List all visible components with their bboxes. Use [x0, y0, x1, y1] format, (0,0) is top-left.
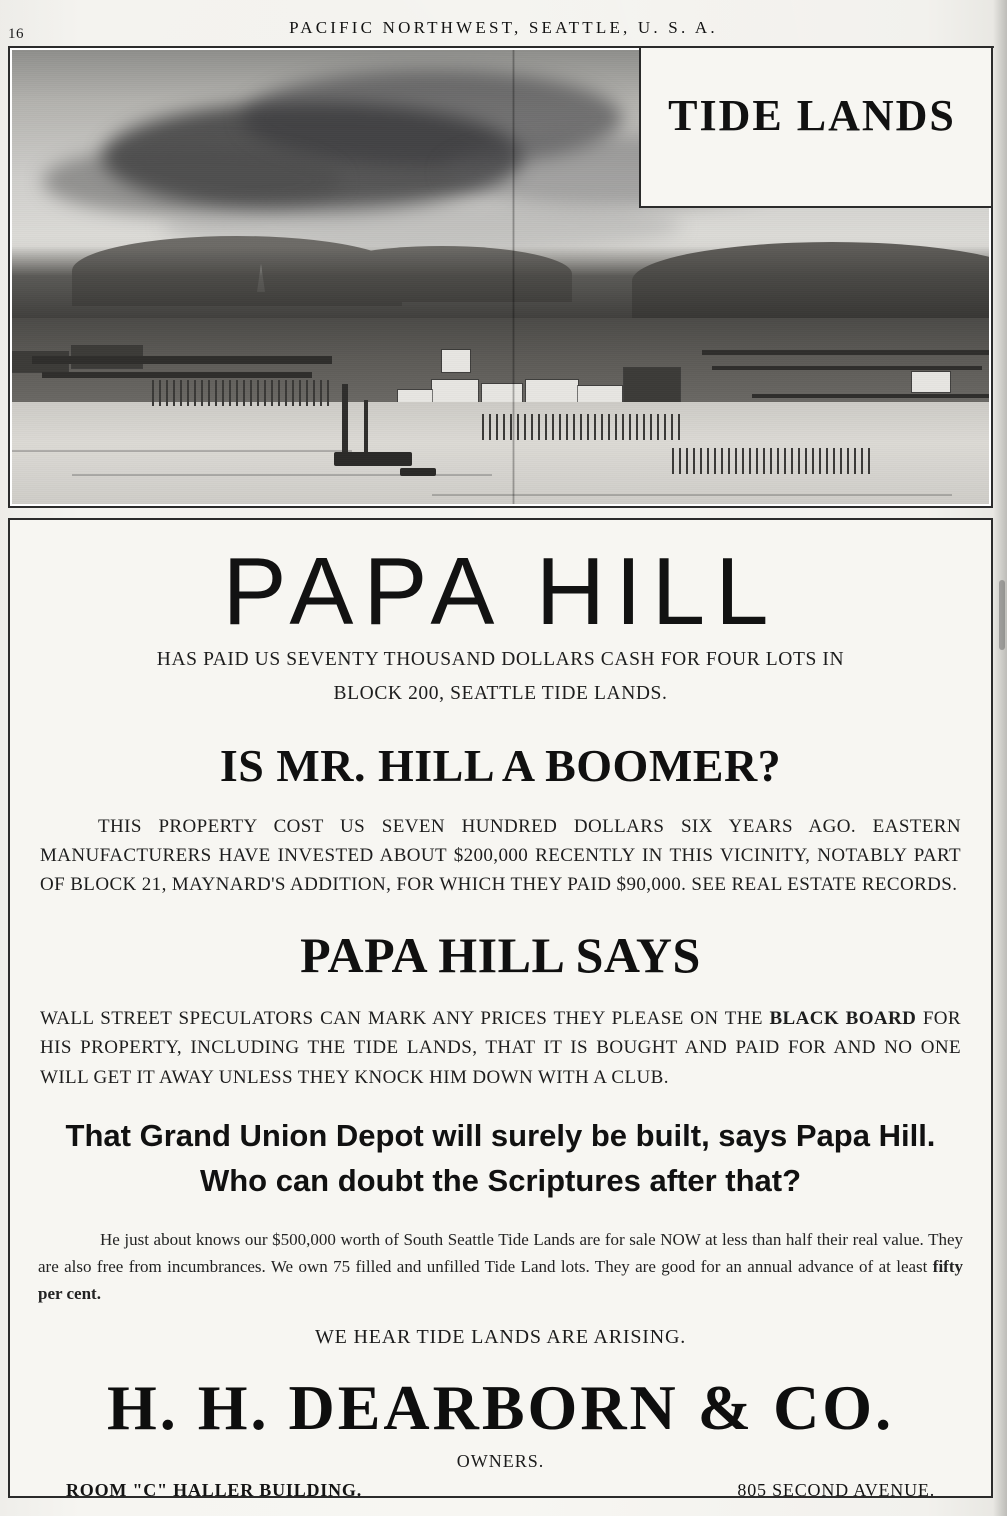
page-edge-mark	[999, 580, 1005, 650]
page-fold	[512, 50, 515, 504]
ad-subhead-line-2: BLOCK 200, SEATTLE TIDE LANDS.	[333, 683, 668, 705]
ad-street-address: 805 SECOND AVENUE.	[737, 1479, 935, 1500]
ad-fine-print	[38, 1226, 963, 1308]
ad-owners-label: OWNERS.	[456, 1450, 545, 1471]
ad-says-text-pre: WALL STREET SPECULATORS CAN MARK ANY PRICES THEY PLEASE ON THE	[40, 1007, 770, 1029]
ad-footer	[66, 1480, 935, 1501]
ad-headline: PAPA HILL	[222, 538, 779, 645]
ad-says-headline: PAPA HILL SAYS	[300, 926, 701, 983]
ad-office-room: ROOM "C" HALLER BUILDING.	[66, 1479, 363, 1500]
ad-arising-line: WE HEAR TIDE LANDS ARE ARISING.	[314, 1325, 687, 1348]
ad-grand-union-statement: That Grand Union Depot will surely be built, says Papa Hill. Who can doubt the Scriptures after that?	[65, 1118, 936, 1199]
ad-says-text-emphasis: BLACK BOARD	[769, 1007, 917, 1029]
ad-says-paragraph	[40, 1004, 961, 1092]
page-folio: 16	[8, 26, 24, 42]
ad-fine-print-emphasis: fifty per cent.	[38, 1257, 963, 1304]
ad-company-name: H. H. DEARBORN & CO.	[106, 1371, 895, 1443]
ad-subhead-line-1: HAS PAID US SEVENTY THOUSAND DOLLARS CASH FOR FOUR LOTS IN	[156, 649, 845, 670]
ad-fine-print-text: He just about knows our $500,000 worth of South Seattle Tide Lands are for sale NOW at less than half their real value. They are also free from incumbrances. We own 75 filled and unfilled Tide Land lots. They are good for an annual advance of at least	[38, 1230, 963, 1277]
advertisement-panel	[8, 518, 993, 1498]
photo-title: TIDE LANDS	[668, 91, 956, 140]
ad-body-paragraph	[40, 812, 961, 900]
page-edge-shadow	[993, 0, 1007, 1516]
ad-body-text: THIS PROPERTY COST US SEVEN HUNDRED DOLLARS SIX YEARS AGO. EASTERN MANUFACTURERS HAVE INVESTED ABOUT $200,000 RECENTLY IN THIS VICINITY, NOTABLY PART OF BLOCK 21, MAYNARD'S ADDITION, FOR WHICH THEY PAID $90,000. SEE REAL ESTATE RECORDS.	[40, 815, 961, 896]
ad-question-headline: IS MR. HILL A BOOMER?	[219, 739, 782, 791]
running-head-title: PACIFIC NORTHWEST, SEATTLE, U. S. A.	[289, 18, 718, 37]
photograph-block	[8, 46, 993, 508]
running-head	[0, 12, 1007, 42]
ad-says-text-post: FOR HIS PROPERTY, INCLUDING THE TIDE LANDS, THAT IT IS BOUGHT AND PAID FOR AND NO ONE WILL GET IT AWAY UNLESS THEY KNOCK HIM DOWN WITH A CLUB.	[40, 1007, 961, 1088]
